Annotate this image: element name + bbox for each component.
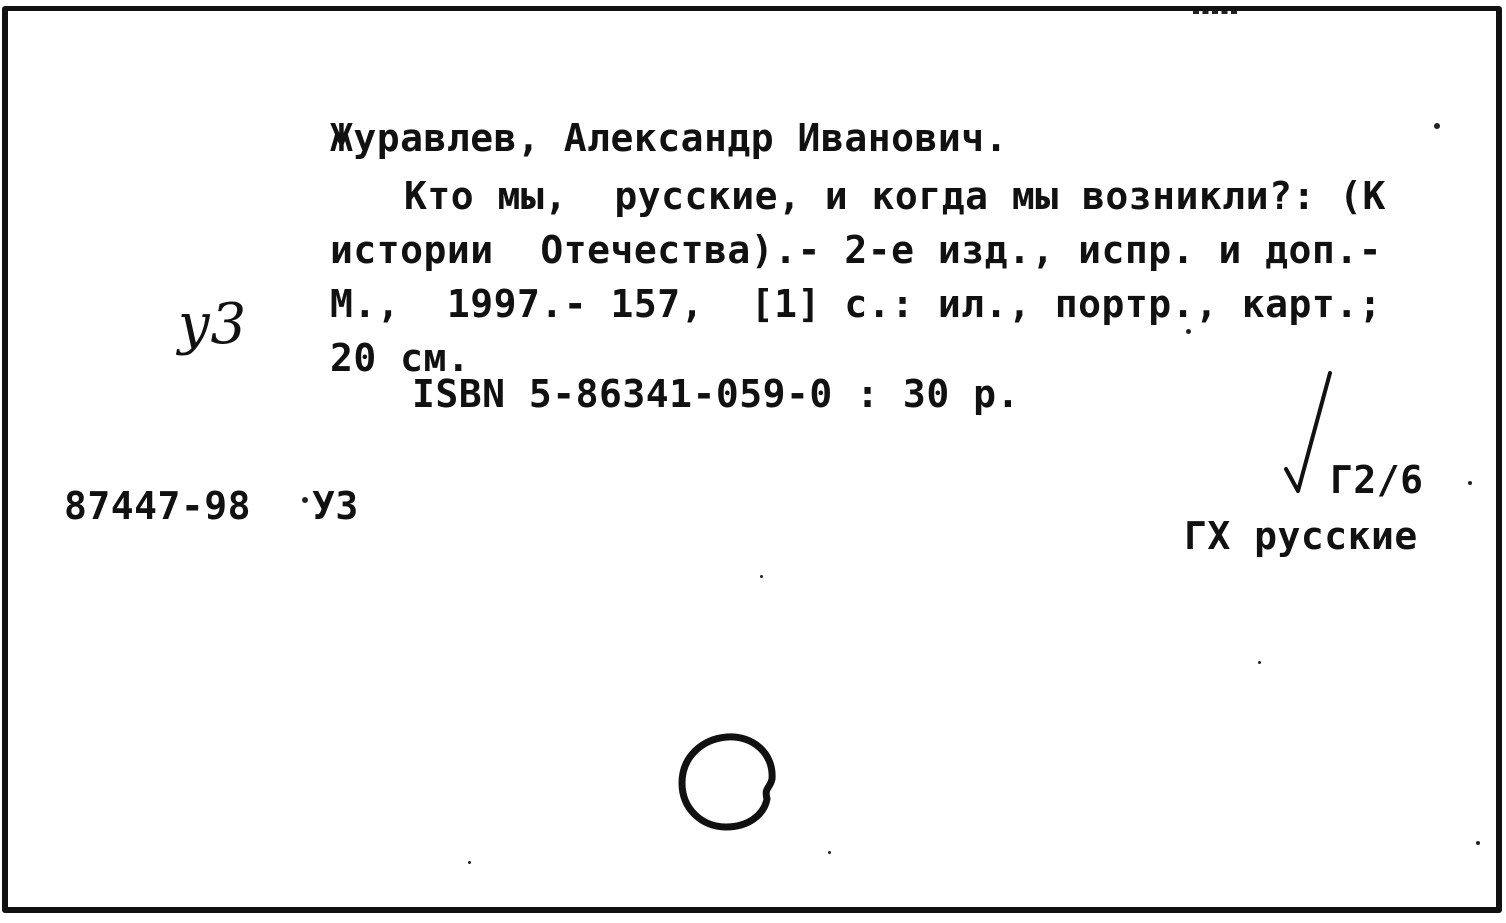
location-code: Г2/6 [1330, 458, 1424, 502]
title-line-2: истории Отечества).- 2-е изд., испр. и доп.- [330, 228, 1383, 272]
catalog-card [2, 6, 1502, 913]
speck [1434, 123, 1440, 129]
subject-heading: ГХ русские [1184, 514, 1418, 558]
speck [828, 851, 831, 854]
title-line-4: 20 см. [330, 336, 471, 380]
top-mark [1193, 11, 1237, 18]
shelf-mark: У3 [312, 484, 359, 528]
author-line: Журавлев, Александр Иванович. [330, 116, 1008, 160]
isbn-line: ISBN 5-86341-059-0 : 30 р. [412, 372, 1020, 416]
speck [1186, 329, 1191, 334]
punch-hole-icon [672, 729, 782, 834]
speck [1258, 661, 1261, 664]
speck [468, 861, 471, 864]
checkmark-icon [1278, 369, 1338, 499]
title-line-1: Кто мы, русские, и когда мы возникли?: (К [404, 174, 1386, 218]
dot-mark [302, 497, 308, 503]
handwritten-class-mark: у3 [178, 292, 247, 357]
speck [760, 575, 763, 578]
call-number: 87447-98 [64, 484, 252, 528]
speck [1468, 481, 1472, 485]
title-line-3: М., 1997.- 157, [1] с.: ил., портр., карт.; [330, 282, 1383, 326]
speck [1476, 841, 1480, 845]
